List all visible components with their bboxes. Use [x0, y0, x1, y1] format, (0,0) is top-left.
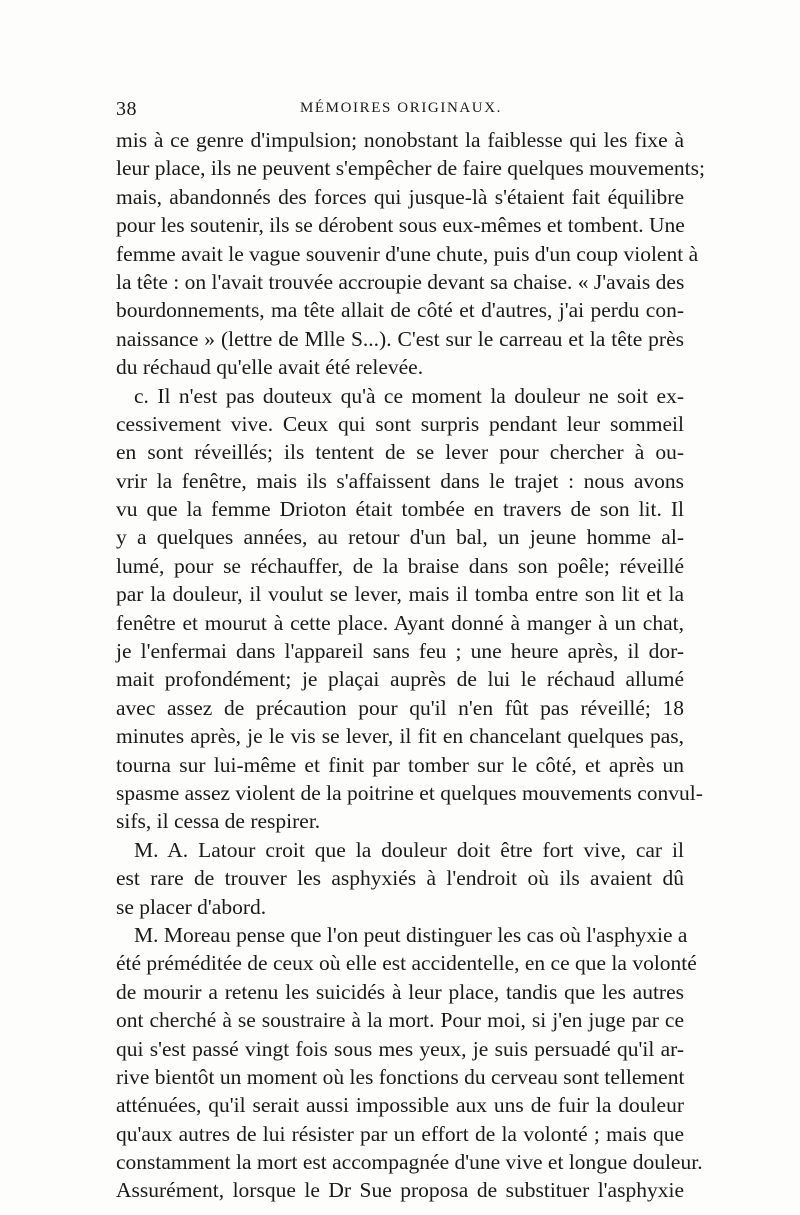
text-line: femme avait le vague souvenir d'une chute, puis d'un coup violent à — [116, 241, 699, 266]
text-line: M. A. Latour croit que la douleur doit être fort vive, car il — [134, 837, 684, 862]
text-line: leur place, ils ne peuvent s'empêcher de faire quelques mouvements; — [116, 156, 705, 181]
text-line: y a quelques années, au retour d'un bal, un jeune homme al- — [116, 525, 684, 550]
text-line: mis à ce genre d'impulsion; nonobstant la faiblesse qui les fixe à — [116, 128, 684, 152]
text-line: Assurément, lorsque le Dr Sue proposa de substituer l'asphyxie — [116, 1178, 684, 1203]
text-line: sifs, il cessa de respirer. — [116, 809, 321, 834]
text-line: été préméditée de ceux où elle est accidentelle, en ce que la volonté — [116, 951, 697, 976]
running-title: MÉMOIRES ORIGINAUX. — [299, 100, 503, 116]
text-line: vu que la femme Drioton était tombée en travers de son lit. Il — [116, 497, 684, 522]
body-text — [116, 126, 705, 1205]
text-line: atténuées, qu'il serait aussi impossible aux uns de fuir la douleur — [116, 1093, 684, 1118]
text-line: bourdonnements, ma tête allait de côté et d'autres, j'ai perdu con- — [116, 298, 684, 323]
text-line: cessivement vive. Ceux qui sont surpris pendant leur sommeil — [116, 411, 684, 436]
text-line: spasme assez violent de la poitrine et quelques mouvements convul- — [116, 780, 703, 805]
text-line: mais, abandonnés des forces qui jusque-là s'étaient fait équilibre — [116, 184, 684, 209]
text-line: rive bientôt un moment où les fonctions du cerveau sont tellement — [116, 1064, 685, 1089]
text-line: par la douleur, il voulut se lever, mais il tomba entre son lit et la — [116, 582, 684, 607]
text-line: mait profondément; je plaçai auprès de lui le réchaud allumé — [116, 667, 684, 692]
text-line: constamment la mort est accompagnée d'une vive et longue douleur. — [116, 1150, 703, 1175]
text-line: ont cherché à se soustraire à la mort. Pour moi, si j'en juge par ce — [116, 1008, 684, 1033]
text-line: qui s'est passé vingt fois sous mes yeux, je suis persuadé qu'il ar- — [116, 1036, 684, 1061]
text-line: tourna sur lui-même et finit par tomber sur le côté, et après un — [116, 752, 684, 777]
text-line: qu'aux autres de lui résister par un effort de la volonté ; mais que — [116, 1121, 684, 1146]
page-number: 38 — [116, 98, 137, 120]
text-line: fenêtre et mourut à cette place. Ayant donné à manger à un chat, — [116, 610, 684, 635]
text-line: lumé, pour se réchauffer, de la braise dans son poêle; réveillé — [116, 553, 684, 578]
text-line: en sont réveillés; ils tentent de se lever pour chercher à ou- — [116, 440, 684, 465]
text-line: est rare de trouver les asphyxiés à l'endroit où ils avaient dû — [116, 866, 684, 891]
text-line: la tête : on l'avait trouvée accroupie devant sa chaise. « J'avais des — [116, 269, 685, 294]
text-line: je l'enfermai dans l'appareil sans feu ; une heure après, il dor- — [116, 639, 684, 664]
running-head — [116, 98, 686, 124]
text-line: du réchaud qu'elle avait été relevée. — [116, 355, 424, 380]
text-line: c. Il n'est pas douteux qu'à ce moment la douleur ne soit ex- — [134, 383, 684, 408]
text-line: se placer d'abord. — [116, 894, 267, 919]
text-line: M. Moreau pense que l'on peut distinguer les cas où l'asphyxie a — [134, 922, 688, 947]
text-line: vrir la fenêtre, mais ils s'affaissent dans le trajet : nous avons — [116, 468, 684, 493]
text-line: pour les soutenir, ils se dérobent sous eux-mêmes et tombent. Une — [116, 213, 685, 238]
text-line: naissance » (lettre de Mlle S...). C'est sur le carreau et la tête près — [116, 326, 684, 351]
text-line: minutes après, je le vis se lever, il fit en chancelant quelques pas, — [116, 724, 684, 749]
text-line: de mourir a retenu les suicidés à leur place, tandis que les autres — [116, 979, 684, 1004]
text-line: avec assez de précaution pour qu'il n'en fût pas réveillé; 18 — [116, 695, 684, 720]
